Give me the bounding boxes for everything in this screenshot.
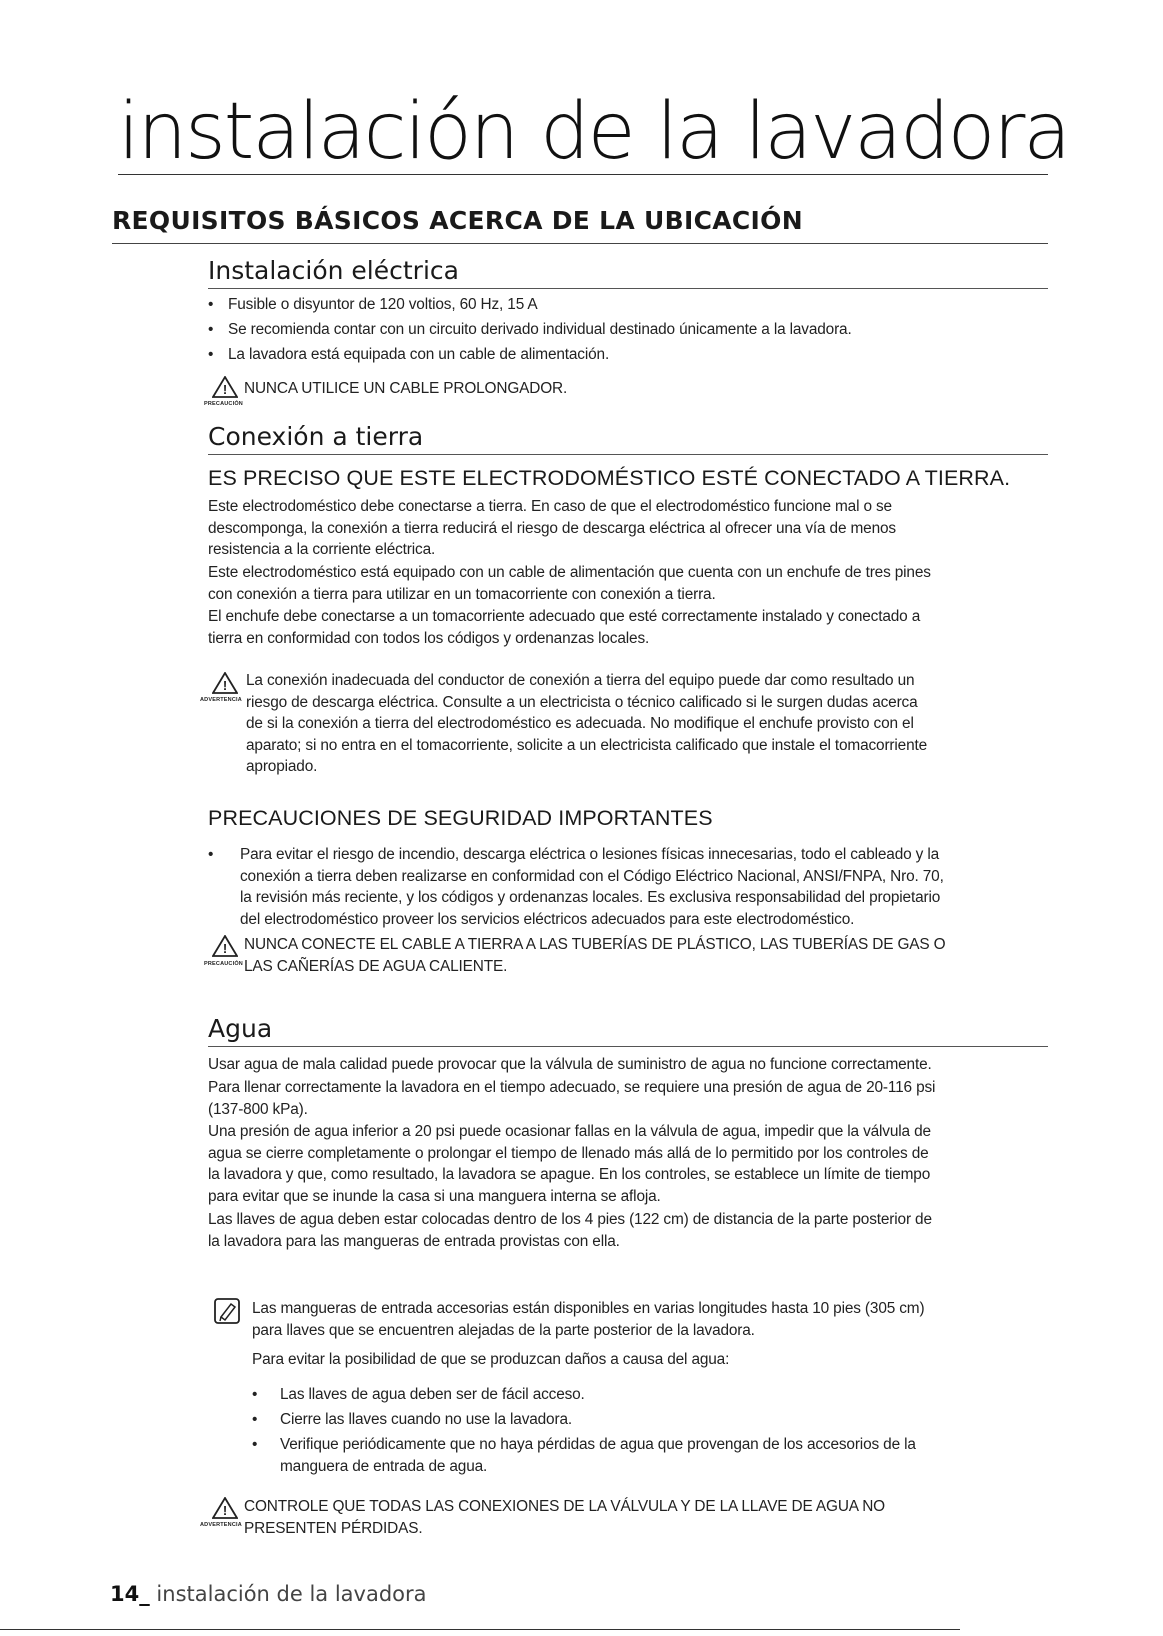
paragraph: Para llenar correctamente la lavadora en el tiempo adecuado, se requiere una presión de agua de 20-116 psi (137-800 kPa).	[208, 1079, 936, 1118]
paragraph: Las llaves de agua deben estar colocadas dentro de los 4 pies (122 cm) de distancia de la parte posterior de la lavadora para las mangueras de entrada provistas con ella.	[208, 1211, 932, 1250]
warning-text: La conexión inadecuada del conductor de conexión a tierra del equipo puede dar como resultado un riesgo de descarga eléctrica. Consulte a un electricista o técnico calificado si le surgen dudas acerca de si la conexión a tierra del electrodoméstico es adecuada. No modifique el enchufe provisto con el aparato; si no entra en el tomacorriente, solicite a un electricista calificado que instale el tomacorriente apropiado.	[246, 672, 928, 775]
page-number: 14_	[110, 1582, 150, 1606]
page-title: instalación de la lavadora	[118, 87, 1070, 177]
svg-text:!: !	[222, 382, 228, 397]
caution-icon	[212, 376, 238, 398]
warning-label: ADVERTENCIA	[200, 1522, 242, 1528]
caution-label: PRECAUCIÓN	[204, 401, 243, 407]
paragraph: Una presión de agua inferior a 20 psi puede ocasionar fallas en la válvula de agua, impedir que la válvula de agua se cierre completamente o prolongar el tiempo de llenado más allá de lo permitido por los controles de la lavadora y que, como resultado, la lavadora se apague. En los controles, se establece un límite de tiempo para evitar que se inunde la casa si una manguera interna se afloja.	[208, 1123, 931, 1205]
caution-text: NUNCA CONECTE EL CABLE A TIERRA A LAS TUBERÍAS DE PLÁSTICO, LAS TUBERÍAS DE GAS O LAS CAÑERÍAS DE AGUA CALIENTE.	[244, 936, 946, 975]
divider	[0, 1629, 960, 1630]
list-item: • Para evitar el riesgo de incendio, descarga eléctrica o lesiones físicas innecesarias, todo el cableado y la conexión a tierra deben realizarse en conformidad con el Código Eléctrico Nacional, ANSI/FNPA, Nro. 70, la revisión más reciente, y los códigos y ordenanzas locales. Es exclusiva responsabilidad del propietario del electrodoméstico proveer los servicios eléctricos adecuados para este electrodoméstico.	[208, 846, 944, 928]
section-title: REQUISITOS BÁSICOS ACERCA DE LA UBICACIÓN	[112, 206, 1048, 244]
bullet-icon: •	[252, 1386, 258, 1403]
list-item: • Cierre las llaves cuando no use la lavadora.	[252, 1409, 572, 1431]
page-footer	[110, 1582, 427, 1606]
svg-text:!: !	[222, 941, 228, 956]
bullet-icon: •	[252, 1411, 258, 1428]
note-intro: Para evitar la posibilidad de que se produzcan daños a causa del agua:	[252, 1351, 730, 1368]
list-item: • Las llaves de agua deben ser de fácil acceso.	[252, 1384, 585, 1406]
svg-text:!: !	[222, 1503, 228, 1518]
note-text: Las mangueras de entrada accesorias están disponibles en varias longitudes hasta 10 pies (305 cm) para llaves que se encuentren alejadas de la parte posterior de la lavadora.	[252, 1300, 925, 1339]
paragraph: Usar agua de mala calidad puede provocar que la válvula de suministro de agua no funcione correctamente.	[208, 1056, 932, 1073]
bullet-icon: •	[208, 846, 214, 863]
list-item: • Verifique periódicamente que no haya pérdidas de agua que provengan de los accesorios de la manguera de entrada de agua.	[252, 1436, 916, 1475]
list-item: • Se recomienda contar con un circuito derivado individual destinado únicamente a la lavadora.	[208, 319, 852, 341]
caution-text: NUNCA UTILICE UN CABLE PROLONGADOR.	[244, 380, 568, 397]
paragraph: Este electrodoméstico debe conectarse a tierra. En caso de que el electrodoméstico funcione mal o se descomponga, la conexión a tierra reducirá el riesgo de descarga eléctrica al ofrecer una vía de menos resistencia a la corriente eléctrica.	[208, 498, 896, 558]
warning-icon	[212, 1497, 238, 1519]
bullet-icon: •	[208, 346, 214, 363]
tierra-heading: ES PRECISO QUE ESTE ELECTRODOMÉSTICO ESTÉ CONECTADO A TIERRA.	[208, 466, 1011, 490]
warning-icon	[212, 672, 238, 694]
seguridad-heading: PRECAUCIONES DE SEGURIDAD IMPORTANTES	[208, 806, 713, 830]
subsection-title-electrica: Instalación eléctrica	[208, 256, 1048, 289]
list-item: • Fusible o disyuntor de 120 voltios, 60 Hz, 15 A	[208, 294, 538, 316]
paragraph: El enchufe debe conectarse a un tomacorriente adecuado que esté correctamente instalado y conectado a tierra en conformidad con todos los códigos y ordenanzas locales.	[208, 608, 921, 647]
svg-text:!: !	[222, 678, 228, 693]
list-item: • La lavadora está equipada con un cable de alimentación.	[208, 344, 609, 366]
bullet-icon: •	[252, 1436, 258, 1453]
subsection-title-agua: Agua	[208, 1014, 1048, 1047]
bullet-icon: •	[208, 321, 214, 338]
warning-label: ADVERTENCIA	[200, 697, 242, 703]
warning-text: CONTROLE QUE TODAS LAS CONEXIONES DE LA VÁLVULA Y DE LA LLAVE DE AGUA NO PRESENTEN PÉRDIDAS.	[244, 1498, 885, 1537]
bullet-icon: •	[208, 296, 214, 313]
footer-section: instalación de la lavadora	[156, 1582, 427, 1606]
caution-icon	[212, 935, 238, 957]
note-icon	[212, 1296, 242, 1326]
paragraph: Este electrodoméstico está equipado con un cable de alimentación que cuenta con un enchufe de tres pines con conexión a tierra para utilizar en un tomacorriente con conexión a tierra.	[208, 564, 931, 603]
caution-label: PRECAUCIÓN	[204, 961, 243, 967]
subsection-title-tierra: Conexión a tierra	[208, 422, 1048, 455]
